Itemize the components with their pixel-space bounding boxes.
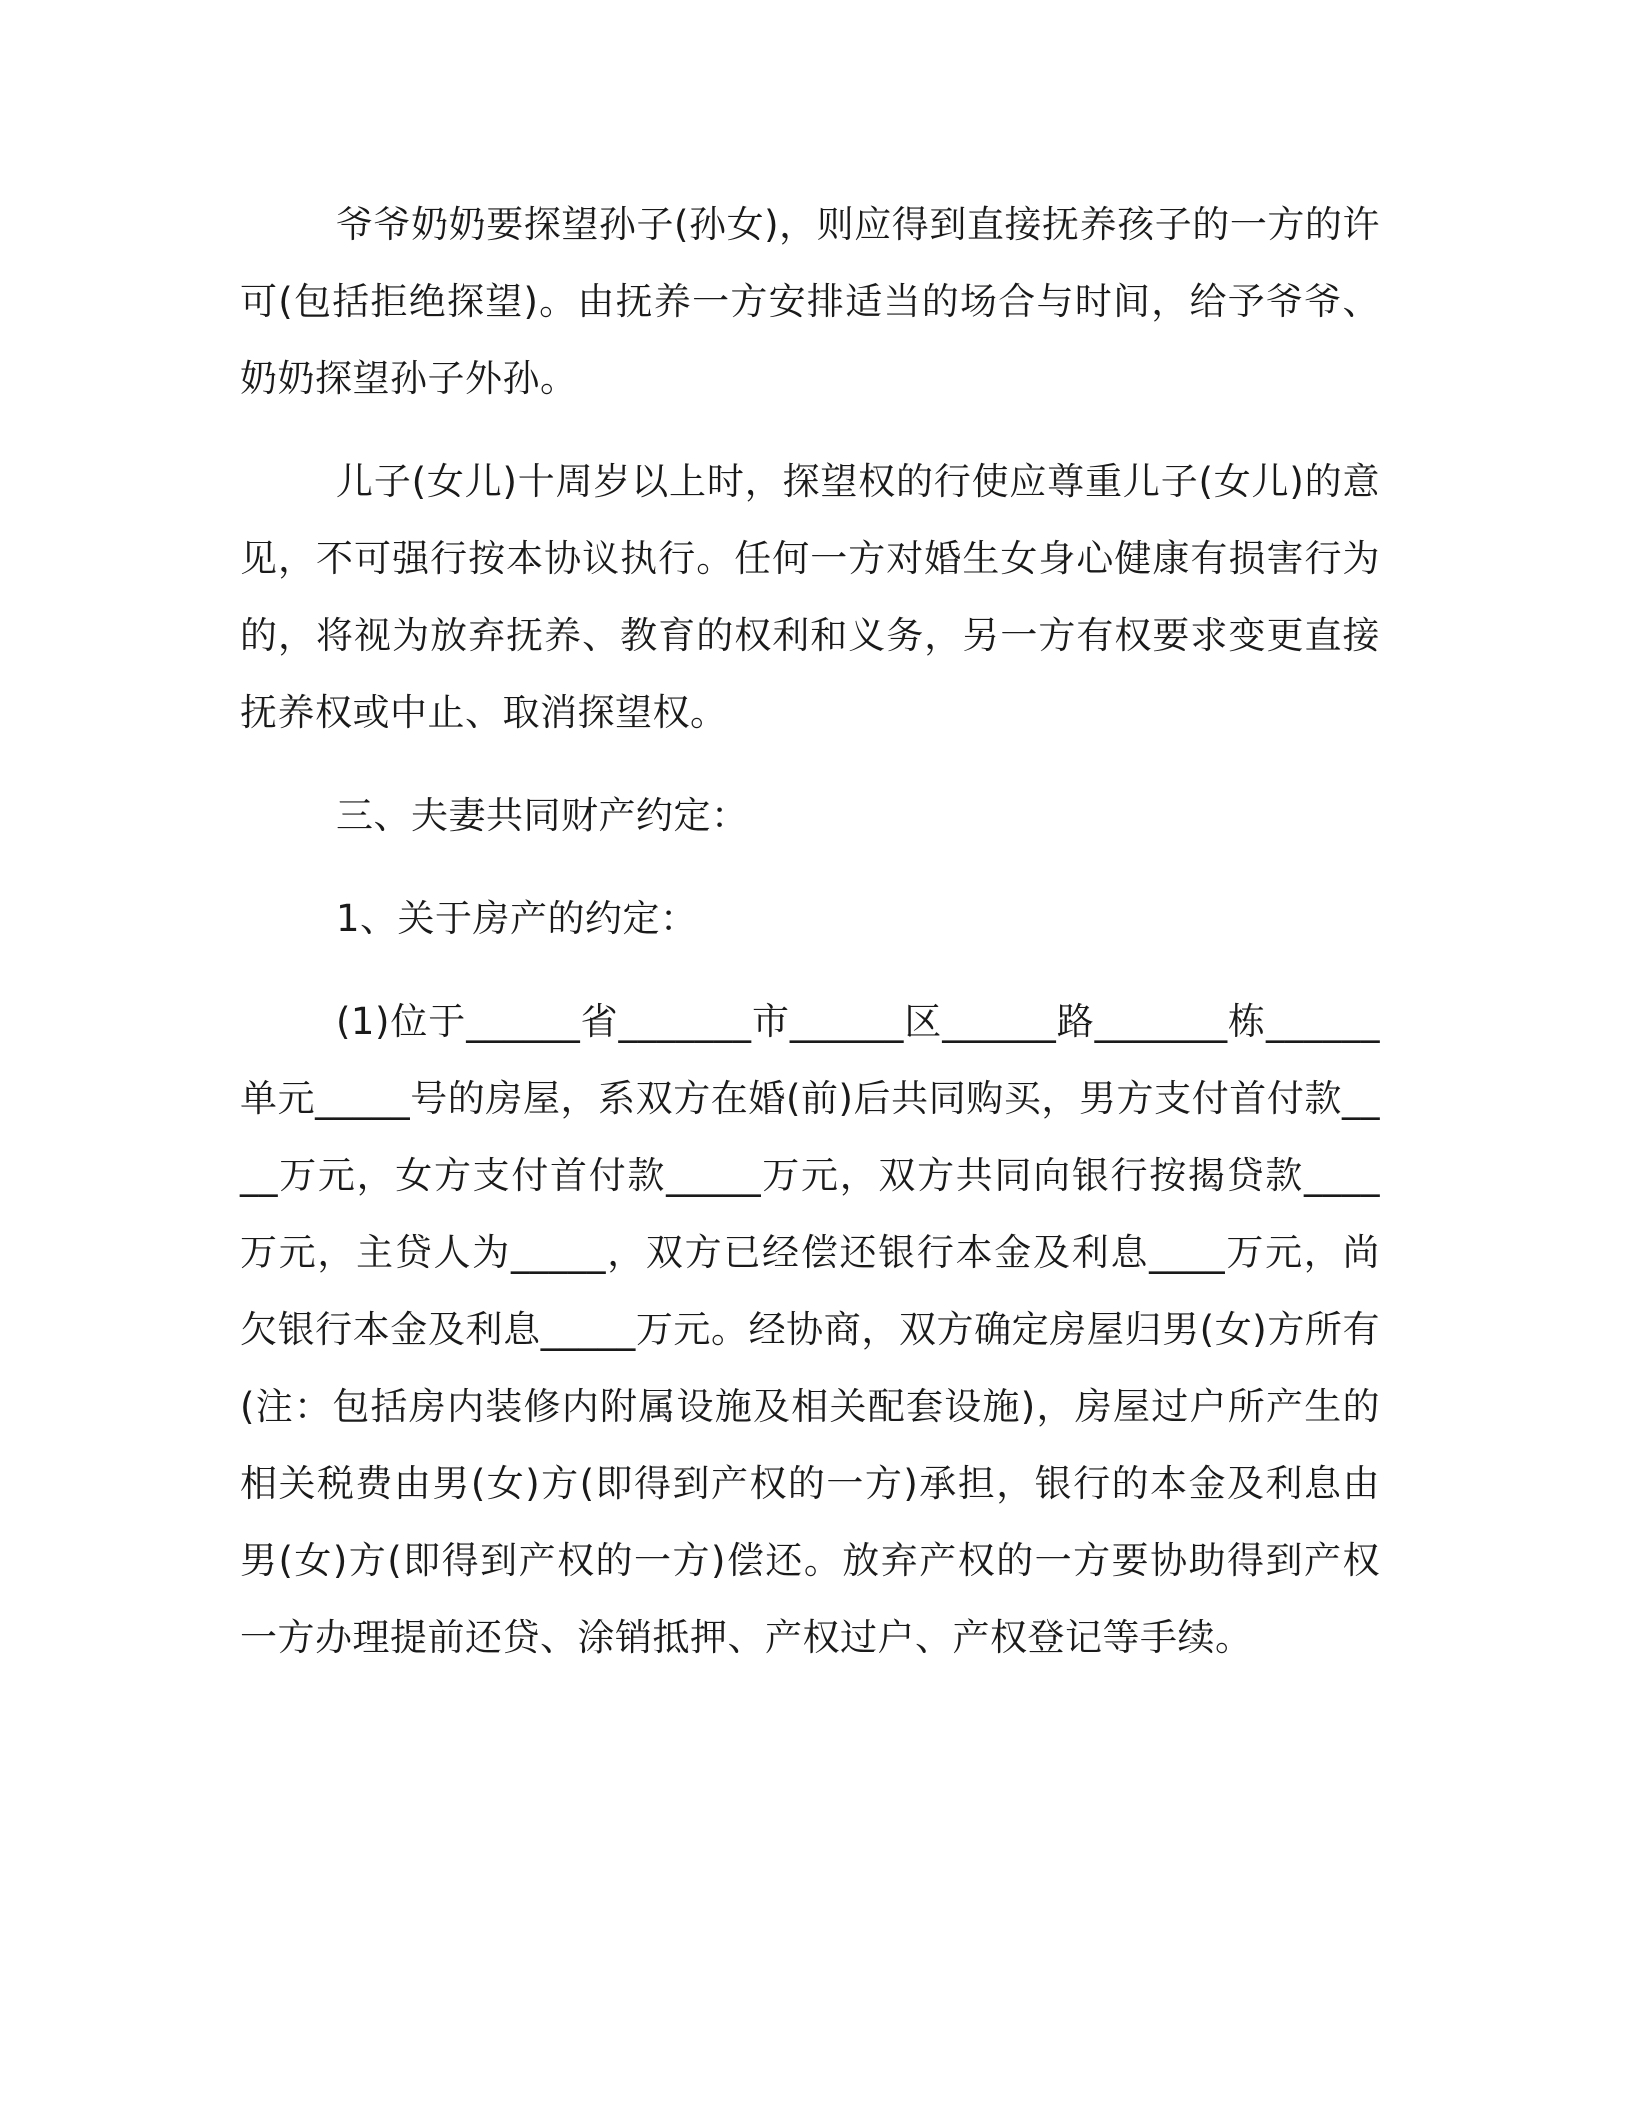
document-body [240, 186, 1380, 1676]
paragraph-house-agreement: (1)位于______省_______市______区______路_______栋______单元_____号的房屋，系双方在婚(前)后共同购买，男方支付首付款____万元，女方支付首付款_____万元，双方共同向银行按揭贷款____万元，主贷人为_____，双方已经偿还银行本金及利息____万元，尚欠银行本金及利息_____万元。经协商，双方确定房屋归男(女)方所有(注：包括房内装修内附属设施及相关配套设施)，房屋过户所产生的相关税费由男(女)方(即得到产权的一方)承担，银行的本金及利息由男(女)方(即得到产权的一方)偿还。放弃产权的一方要协助得到产权一方办理提前还贷、涂销抵押、产权过户、产权登记等手续。 [240, 1000, 1380, 1659]
paragraph-child-opinion: 儿子(女儿)十周岁以上时，探望权的行使应尊重儿子(女儿)的意见，不可强行按本协议执行。任何一方对婚生女身心健康有损害行为的，将视为放弃抚养、教育的权利和义务，另一方有权要求变更直接抚养权或中止、取消探望权。 [240, 460, 1380, 734]
paragraph-grandparents-visitation: 爷爷奶奶要探望孙子(孙女)，则应得到直接抚养孩子的一方的许可(包括拒绝探望)。由抚养一方安排适当的场合与时间，给予爷爷、奶奶探望孙子外孙。 [240, 203, 1380, 400]
section-heading-joint-property: 三、夫妻共同财产约定： [336, 794, 749, 837]
subsection-heading-real-estate: 1、关于房产的约定： [336, 897, 698, 940]
